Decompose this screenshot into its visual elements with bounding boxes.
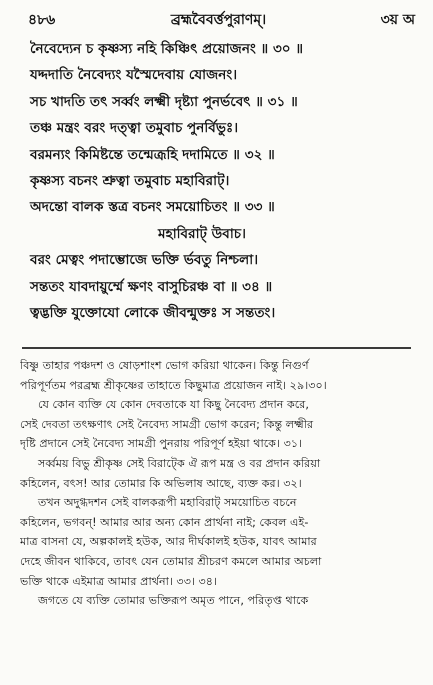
commentary-line: কহিলেন, বৎস! আর তোমার কি অভিলাষ আছে, ব্যক্ত কর। ৩২। [20, 476, 302, 490]
commentary-line: পরিপূর্ণতম পরব্রহ্ম শ্রীকৃষ্ণের তাহাতে কিছুমাত্র প্রয়োজন নাই। ২৯।৩০। [20, 378, 327, 392]
commentary-line: কহিলেন, ভগবন্! আমার আর অন্য কোন প্রার্থনা নাই; কেবল এই- [20, 515, 309, 529]
section-divider [22, 347, 411, 349]
commentary-line: সেই দেবতা তৎক্ষণাৎ সেই নৈবেদ্য সামগ্রী ভোগ করেন; কিন্তু লক্ষ্মীর [20, 417, 314, 431]
verse-line: সচ খাদতি তৎ সর্ব্বং লক্ষ্মী দৃষ্ট্যা পুনর্ভবেৎ ॥ ৩১ ॥ [30, 93, 298, 110]
verse-line: বরং মেত্বং পদাম্ভোজে ভক্তি র্ভবতু নিশ্চলা। [30, 252, 259, 269]
commentary-line: বিষ্ণু তাহার পঞ্চদশ ও ষোড়শাংশ ভোগ করিয়া থাকেন। কিন্তু নিগুর্ণ [20, 359, 309, 372]
page-number: ৪৮৬ [28, 12, 56, 28]
verse-line: কৃষ্ণস্য বচনং শ্রুত্বা তমুবাচ মহাবিরাট্। [30, 172, 230, 189]
bengali-commentary [20, 356, 418, 611]
verse-line: নৈবেদ্যেন চ কৃষ্ণস্য নহি কিঞ্চিৎ প্রয়োজনং ॥ ৩০ ॥ [30, 41, 304, 57]
verse-line: বরমন্যং কিমিষ্টন্তে তন্মেত্রূহি দদামিতে ॥ ৩২ ॥ [30, 146, 275, 163]
book-title: ব্রহ্মবৈবর্ত্তপুরাণম্। [170, 12, 267, 28]
page-header [22, 6, 415, 28]
verse-line: সন্ততং যাবদায়ুর্ম্মে ক্ষণং বাসুচিরঞ্চ বা ॥ ৩৪ ॥ [30, 278, 273, 295]
commentary-line: জগতে যে ব্যক্তি তোমার ভক্তিরূপ অমৃত পানে, পরিতৃপ্ত থাকে [38, 594, 309, 608]
commentary-line: মাত্র বাসনা যে, অল্পকালই হউক, আর দীর্ঘকালই হউক, যাবৎ আমার [20, 535, 317, 549]
commentary-line: দেহে জীবন থাকিবে, তাবৎ যেন তোমার শ্রীচরণ কমলে আমার অচলা [20, 554, 322, 568]
commentary-line: দৃষ্টি প্রদানে সেই নৈবেদ্য সামগ্রী পুনরায় পরিপূর্ণ হইয়া থাকে। ৩১। [20, 437, 303, 451]
verse-line: ত্বদ্ভক্তি যুক্তোযো লোকে জীবন্মুক্তঃ স সন্ততং। [30, 304, 276, 321]
verse-line: অদন্তো বালক স্তত্র বচনং সময়োচিতং ॥ ৩৩ ॥ [30, 199, 275, 216]
sanskrit-verses [26, 36, 418, 326]
speaker-heading: মহাবিরাট্ উবাচ। [158, 225, 246, 242]
commentary-line: ভক্তি থাকে এইমাত্র আমার প্রার্থনা। ৩৩। ৩৪। [20, 574, 218, 588]
verse-line: যদ্দদাতি নৈবেদ্যং যস্মৈদেবায় যোজনং। [30, 67, 238, 84]
commentary-line: তখন অদুগ্ধদশন সেই বালকরূপী মহাবিরাট্ সময়োচিত বচনে [38, 496, 297, 510]
commentary-line: যে কোন ব্যক্তি যে কোন দেবতাকে যা কিছু নৈবেদ্য প্রদান করে, [38, 398, 309, 412]
chapter-label: ৩য় অ [380, 12, 415, 28]
commentary-line: সর্ব্বময় বিভু শ্রীকৃষ্ণ সেই বিরাট্কে ঐ রূপ মন্ত্র ও বর প্রদান করিয়া [38, 456, 321, 470]
verse-line: তঞ্চ মন্ত্রং বরং দত্ত্বা তমুবাচ পুনর্বিভুঃ। [30, 120, 239, 137]
